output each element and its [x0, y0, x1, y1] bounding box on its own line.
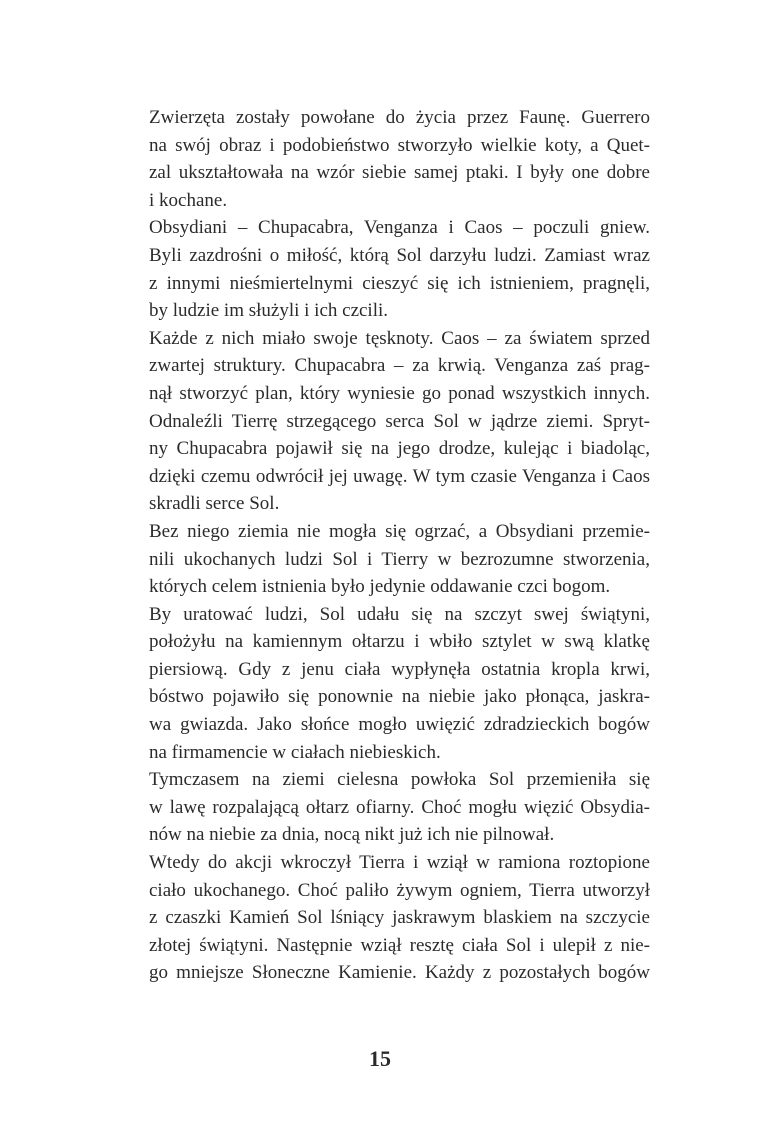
text-line: piersiową. Gdy z jenu ciała wypłynęła ostatnia kropla krwi, [149, 658, 650, 680]
text-line: go mniejsze Słoneczne Kamienie. Każdy z pozostałych bogów [149, 962, 650, 984]
text-line: Tymczasem na ziemi cielesna powłoka Sol przemieniła się [149, 769, 650, 791]
text-line: by ludzie im służyli i ich czcili. [149, 300, 389, 322]
text-line: nów na niebie za dnia, nocą nikt już ich nie pilnował. [149, 824, 555, 846]
text-line: Obsydiani – Chupacabra, Venganza i Caos – poczuli gniew. [149, 217, 650, 239]
text-line: ciało ukochanego. Choć paliło żywym ogniem, Tierra utworzył [149, 879, 650, 901]
text-line: których celem istnienia było jedynie oddawanie czci bogom. [149, 576, 611, 598]
text-line: w lawę rozpalającą ołtarz ofiarny. Choć mogłu więzić Obsydia- [149, 796, 650, 818]
text-line: Bez niego ziemia nie mogła się ogrzać, a Obsydiani przemie- [149, 520, 650, 542]
text-line: położyłu na kamiennym ołtarzu i wbiło sztylet w swą klatkę [149, 631, 650, 653]
text-line: Byli zazdrośni o miłość, którą Sol darzyłu ludzi. Zamiast wraz [149, 244, 650, 266]
text-line: z czaszki Kamień Sol lśniący jaskrawym blaskiem na szczycie [149, 907, 650, 929]
text-line: złotej świątyni. Następnie wziął resztę ciała Sol i ulepił z nie- [149, 934, 650, 956]
text-line: ny Chupacabra pojawił się na jego drodze, kulejąc i biadoląc, [149, 438, 650, 460]
text-line: nili ukochanych ludzi Sol i Tierry w bezrozumne stworzenia, [149, 548, 650, 570]
text-line: na firmamencie w ciałach niebieskich. [149, 741, 441, 763]
text-line: Odnaleźli Tierrę strzegącego serca Sol w jądrze ziemi. Spryt- [149, 410, 650, 432]
text-line: z innymi nieśmiertelnymi cieszyć się ich istnieniem, pragnęli, [149, 272, 650, 294]
text-line: nął stworzyć plan, który wyniesie go ponad wszystkich innych. [149, 382, 650, 404]
page-number: 15 [369, 1046, 391, 1071]
text-line: Zwierzęta zostały powołane do życia przez Faunę. Guerrero [149, 107, 650, 128]
body-text [149, 104, 650, 987]
text-line: wa gwiazda. Jako słońce mogło uwięzić zdradzieckich bogów [149, 714, 650, 736]
text-line: na swój obraz i podobieństwo stworzyło wielkie koty, a Quet- [149, 134, 650, 156]
text-line: By uratować ludzi, Sol udału się na szczyt swej świątyni, [149, 603, 650, 625]
text-line: dzięki czemu odwrócił jej uwagę. W tym czasie Venganza i Caos [149, 465, 650, 487]
text-line: zal ukształtowała na wzór siebie samej ptaki. I były one dobre [149, 162, 650, 184]
text-line: i kochane. [149, 189, 228, 211]
text-line: skradli serce Sol. [149, 493, 280, 515]
text-line: Wtedy do akcji wkroczył Tierra i wziął w ramiona roztopione [149, 852, 650, 874]
text-line: Każde z nich miało swoje tęsknoty. Caos – za światem sprzed [149, 327, 650, 349]
text-line: bóstwo pojawiło się ponownie na niebie jako płonąca, jaskra- [149, 686, 650, 708]
text-line: zwartej struktury. Chupacabra – za krwią. Venganza zaś prag- [149, 355, 650, 377]
